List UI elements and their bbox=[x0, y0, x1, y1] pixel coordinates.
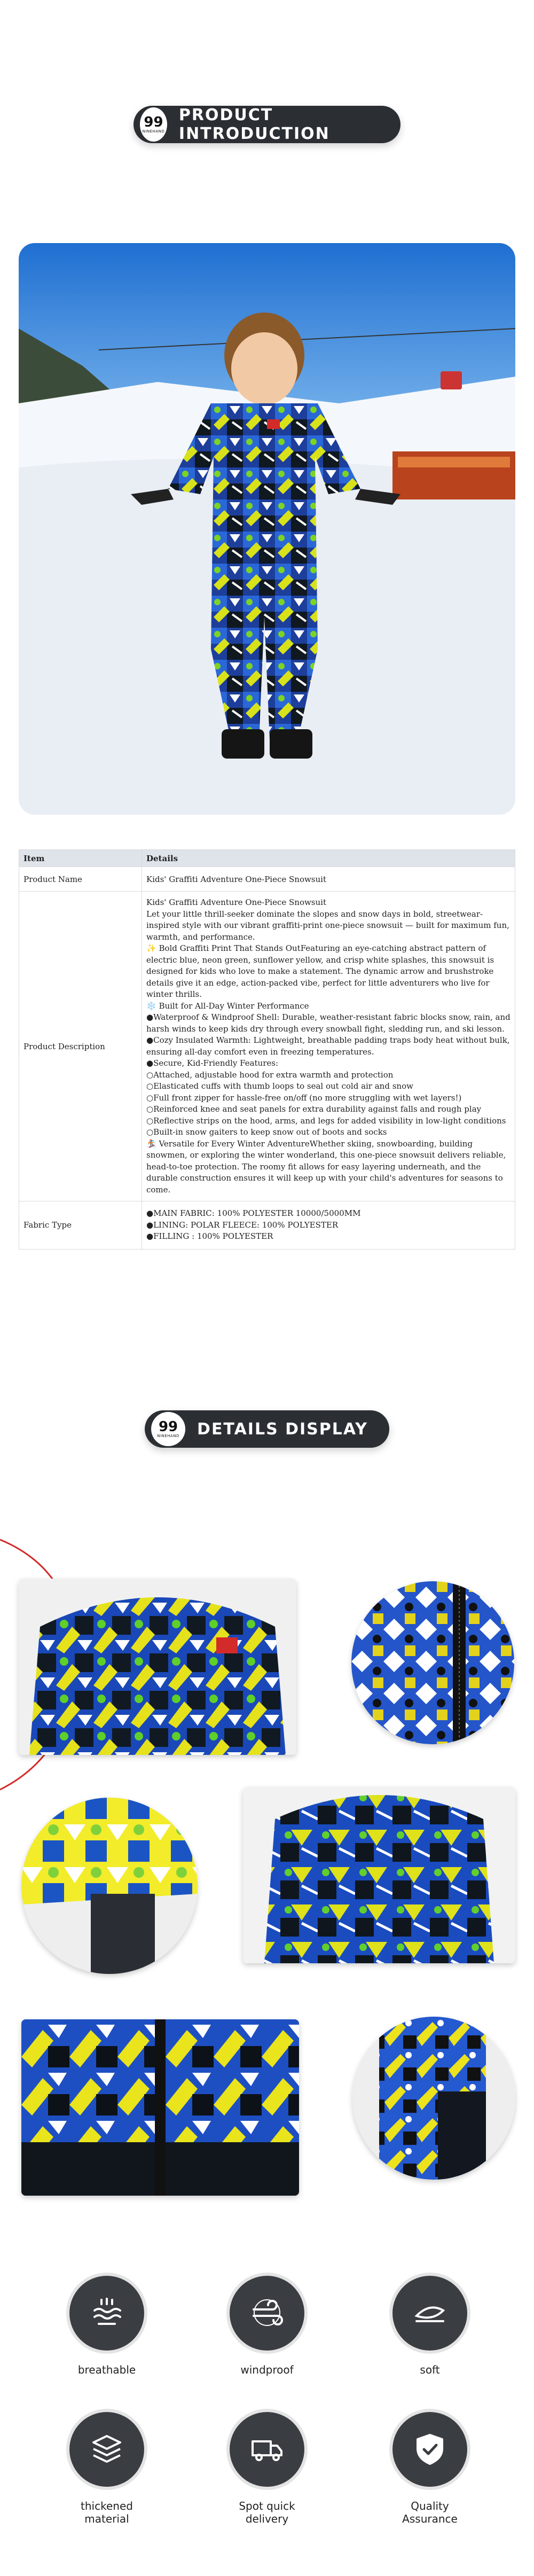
description-line: ○Attached, adjustable hood for extra warmth and protection bbox=[146, 1070, 394, 1080]
detail-photo-legs bbox=[21, 2019, 299, 2196]
detail-photo-side bbox=[352, 2017, 515, 2180]
hero-product-photo bbox=[19, 243, 515, 815]
feature-label: Spot quick delivery bbox=[239, 2500, 295, 2525]
row-label-fabric: Fabric Type bbox=[19, 1201, 142, 1250]
detail-photo-back bbox=[243, 1787, 515, 1963]
feather-icon bbox=[392, 2276, 467, 2351]
description-line: ●Cozy Insulated Warmth: Lightweight, breathable padding traps body heat without bulk, ensuring all-day comfort even in freezing temperatures. bbox=[146, 1035, 510, 1057]
fabric-line: ●MAIN FABRIC: 100% POLYESTER 10000/5000MM bbox=[146, 1208, 361, 1218]
fabric-line: ●LINING: POLAR FLEECE: 100% POLYESTER bbox=[146, 1220, 339, 1230]
shield-check-icon bbox=[392, 2412, 467, 2487]
row-label-product-name: Product Name bbox=[19, 867, 142, 892]
section-header-intro bbox=[134, 106, 400, 143]
spec-table bbox=[19, 849, 515, 1250]
description-line: ○Full front zipper for hassle-free on/off (no more struggling with wet layers!) bbox=[146, 1092, 462, 1103]
feature-delivery bbox=[214, 2412, 320, 2525]
description-line: 🏂 Versatile for Every Winter AdventureWhether skiing, snowboarding, building snowmen, or exploring the winter wonderland, this one-piece snowsuit delivers reliable, head-to-toe protection. The roomy fit allows for easy layering underneath, and the durable construction ensures it will keep up with your child's adventures for seasons to come. bbox=[146, 1138, 506, 1195]
row-label-description: Product Description bbox=[19, 892, 142, 1201]
table-header-item: Item bbox=[19, 850, 142, 867]
feature-label: soft bbox=[420, 2363, 440, 2376]
detail-photo-cuff bbox=[21, 1798, 198, 1974]
description-line: ○Built-in snow gaiters to keep snow out of boots and socks bbox=[146, 1127, 387, 1137]
delivery-truck-icon bbox=[230, 2412, 304, 2487]
feature-label: Quality Assurance bbox=[402, 2500, 458, 2525]
description-line: ✨ Bold Graffiti Print That Stands OutFeaturing an eye-catching abstract pattern of electric blue, neon green, sunflower yellow, and crisp white splashes, this snowsuit is designed for kids who love to make a statement. The dynamic arrow and brushstroke details give it an edge, action-packed vibe, perfect for little adventurers who live for winter thrills. bbox=[146, 943, 494, 999]
table-header-details: Details bbox=[142, 850, 515, 867]
feature-soft bbox=[376, 2276, 483, 2376]
section-title: DETAILS DISPLAY bbox=[197, 1419, 368, 1439]
wind-icon bbox=[230, 2276, 304, 2351]
table-row bbox=[19, 1201, 515, 1250]
description-line: ○Reflective strips on the hood, arms, and legs for added visibility in low-light conditions bbox=[146, 1115, 506, 1126]
description-line: Kids' Graffiti Adventure One-Piece Snowsuit bbox=[146, 897, 326, 907]
brand-logo: 99 NINEHAND bbox=[140, 107, 167, 142]
row-value-product-name: Kids' Graffiti Adventure One-Piece Snowsuit bbox=[142, 867, 515, 892]
table-header-row bbox=[19, 850, 515, 867]
feature-breathable bbox=[53, 2276, 160, 2376]
section-header-details bbox=[145, 1410, 389, 1448]
brand-logo: 99 NINEHAND bbox=[151, 1412, 185, 1446]
feature-label: thickened material bbox=[81, 2500, 133, 2525]
table-row bbox=[19, 892, 515, 1201]
feature-label: breathable bbox=[77, 2363, 136, 2376]
layers-icon bbox=[69, 2412, 144, 2487]
feature-quality bbox=[376, 2412, 483, 2525]
description-line: ●Secure, Kid-Friendly Features: bbox=[146, 1058, 279, 1068]
waves-hand-icon bbox=[69, 2276, 144, 2351]
detail-photo-zipper bbox=[351, 1581, 514, 1744]
description-line: ○Reinforced knee and seat panels for extra durability against falls and rough play bbox=[146, 1104, 482, 1114]
description-line: ●Waterproof & Windproof Shell: Durable, weather-resistant fabric blocks snow, rain, and harsh winds to keep kids dry through every snowball fight, sledding run, and ski lesson. bbox=[146, 1012, 511, 1034]
description-line: ❄️ Built for All-Day Winter Performance bbox=[146, 1001, 309, 1011]
row-value-fabric bbox=[142, 1201, 515, 1250]
row-value-description bbox=[142, 892, 515, 1201]
feature-label: windproof bbox=[240, 2363, 294, 2376]
detail-photo-hood bbox=[19, 1579, 296, 1755]
fabric-line: ●FILLING : 100% POLYESTER bbox=[146, 1231, 273, 1241]
description-line: Let your little thrill-seeker dominate the slopes and snow days in bold, streetwear-inspired style with our vibrant graffiti-print one-piece snowsuit — built for maximum fun, warmth, and performance. bbox=[146, 909, 509, 942]
feature-thickened bbox=[53, 2412, 160, 2525]
table-row bbox=[19, 867, 515, 892]
feature-windproof bbox=[214, 2276, 320, 2376]
description-line: ○Elasticated cuffs with thumb loops to seal out cold air and snow bbox=[146, 1081, 413, 1091]
section-title: PRODUCT INTRODUCTION bbox=[178, 106, 330, 143]
